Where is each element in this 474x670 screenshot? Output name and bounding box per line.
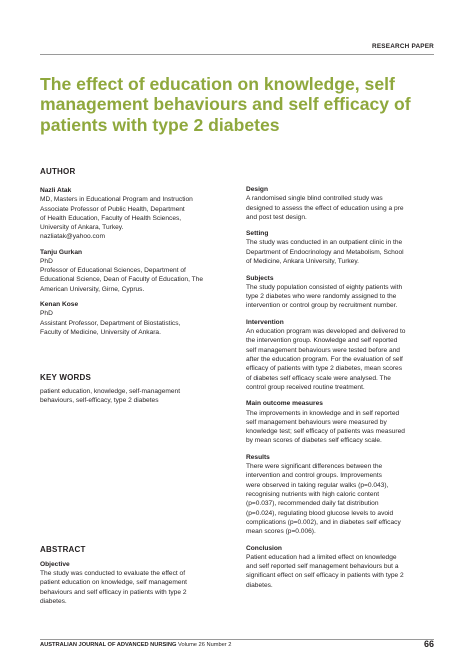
objective-line: behaviours and self efficacy in patients with type 2 [40, 588, 187, 596]
author-name: Tanju Gurkan [40, 248, 83, 256]
section-line: Department of Endocrinology and Metabolism, School [246, 248, 404, 256]
abstract-right-column [246, 185, 442, 597]
setting-section [246, 229, 442, 266]
design-section [246, 185, 442, 222]
section-line: (p=0.037), recommended daily fat distribution [246, 500, 379, 508]
footer-journal [40, 642, 231, 648]
section-line: control group received routine treatment. [246, 383, 365, 391]
section-line: A randomised single blind controlled study was [246, 195, 383, 203]
section-line: and post test design. [246, 213, 307, 221]
author-line: University of Ankara, Turkey. [40, 224, 124, 232]
keywords-text [40, 387, 222, 406]
journal-issue: Volume 26 Number 2 [178, 642, 232, 648]
author-line: PhD [40, 310, 53, 318]
section-line: The improvements in knowledge and in self reported [246, 409, 400, 417]
section-label: RESEARCH PAPER [372, 43, 434, 50]
section-line: and self reported self management behaviours but a [246, 563, 399, 571]
section-line: of Medicine, Ankara University, Turkey. [246, 258, 359, 266]
author-line: Faculty of Medicine, University of Ankara. [40, 328, 161, 336]
outcome-section [246, 399, 442, 445]
objective-line: diabetes. [40, 597, 67, 605]
objective-heading: Objective [40, 561, 70, 568]
section-heading: Subjects [246, 274, 274, 282]
author-line: MD, Masters in Educational Program and Instruction [40, 196, 193, 204]
section-line: by mean scores of diabetes self efficacy scale. [246, 437, 382, 445]
section-line: (p=0.024), regulating blood glucose levels to avoid [246, 509, 394, 517]
section-heading: Main outcome measures [246, 400, 323, 408]
section-line: efficacy of patients with type 2 diabetes, mean scores [246, 365, 403, 373]
author-section [40, 167, 222, 337]
keywords-line: behaviours, self-efficacy, type 2 diabetes [40, 397, 159, 405]
author-line: Educational Science, Dean of Faculty of Education, The [40, 276, 203, 284]
section-line: knowledge test; self efficacy of patients was measured [246, 428, 405, 436]
section-line: An education program was developed and delivered to [246, 328, 406, 336]
conclusion-section [246, 544, 442, 590]
author-email-link[interactable]: nazliatak@yahoo.com [40, 233, 105, 241]
section-line: diabetes. [246, 581, 273, 589]
bottom-rule [40, 639, 434, 640]
section-line: self management behaviours were tested before and [246, 346, 400, 354]
section-line: recognising nutrients with high caloric content [246, 490, 380, 498]
section-line: after the education program. For the evaluation of self [246, 355, 403, 363]
section-line: designed to assess the effect of education using a pre [246, 204, 404, 212]
author-line: of Health Education, Faculty of Health Sciences, [40, 214, 182, 222]
section-line: of diabetes self efficacy scale were analysed. The [246, 374, 391, 382]
section-heading: Design [246, 186, 268, 193]
objective-line: patient education on knowledge, self management [40, 579, 187, 587]
section-heading: Setting [246, 230, 269, 238]
author-line: PhD [40, 257, 53, 265]
section-line: mean scores (p=0.006). [246, 528, 316, 536]
author-name: Nazli Atak [40, 187, 72, 194]
top-rule [40, 54, 434, 55]
author-block [40, 300, 222, 337]
section-heading: Results [246, 453, 270, 461]
section-heading: Conclusion [246, 544, 282, 552]
abstract-heading: ABSTRACT [40, 545, 86, 554]
article-title: The effect of education on knowledge, self management behaviours and self efficacy of patients with type 2 diabetes [40, 74, 411, 135]
section-line: self management behaviours were measured by [246, 418, 387, 426]
section-line: the intervention group. Knowledge and self reported [246, 337, 398, 345]
section-line: were observed in taking regular walks (p=0.043), [246, 481, 389, 489]
section-heading: Intervention [246, 318, 284, 326]
section-line: There were significant differences between the [246, 463, 383, 471]
author-heading: AUTHOR [40, 167, 76, 176]
section-line: significant effect on self efficacy in patients with type 2 [246, 572, 404, 580]
results-section [246, 453, 442, 537]
section-line: intervention or control group by recruitment number. [246, 302, 398, 310]
keywords-heading: KEY WORDS [40, 373, 91, 382]
section-line: The study population consisted of eighty patients with [246, 283, 403, 291]
author-line: Associate Professor of Public Health, Department [40, 205, 185, 213]
page-number: 66 [423, 639, 434, 649]
author-block [40, 248, 222, 294]
objective-line: The study was conducted to evaluate the effect of [40, 570, 186, 577]
author-line: Assistant Professor, Department of Biostatistics, [40, 319, 181, 327]
author-name: Kenan Kose [40, 301, 79, 309]
section-line: The study was conducted in an outpatient clinic in the [246, 239, 403, 247]
subjects-section [246, 274, 442, 311]
author-block [40, 186, 222, 242]
keywords-line: patient education, knowledge, self-management [40, 388, 181, 395]
objective-text [40, 569, 226, 606]
section-line: intervention and control groups. Improvements [246, 472, 382, 480]
author-line: American University, Girne, Cyprus. [40, 285, 145, 293]
journal-name: AUSTRALIAN JOURNAL OF ADVANCED NURSING [40, 642, 177, 648]
section-line: type 2 diabetes who were randomly assigned to the [246, 293, 397, 301]
section-line: Patient education had a limited effect on knowledge [246, 553, 397, 561]
section-line: complications (p=0.002), and in diabetes self efficacy [246, 518, 401, 526]
intervention-section [246, 318, 442, 392]
author-line: Professor of Educational Sciences, Department of [40, 267, 186, 275]
